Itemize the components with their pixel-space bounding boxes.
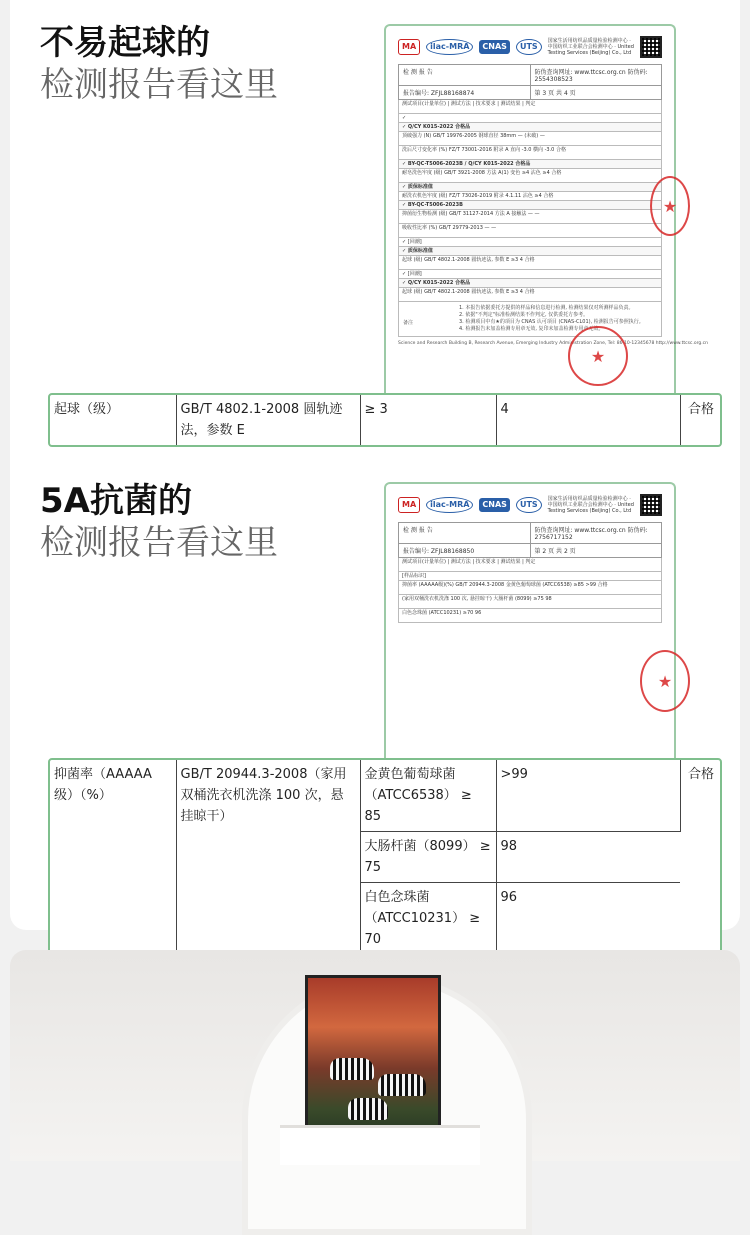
report-card bbox=[10, 0, 740, 947]
inspection-stamp-icon bbox=[568, 326, 628, 386]
zebra-icon bbox=[330, 1058, 374, 1080]
report-line: ✓ Q/CY K015-2022 合格品 bbox=[398, 123, 662, 132]
report-title: 检 测 报 告 bbox=[399, 65, 531, 85]
report-note: 3. 检测项目中有★的项目为 CNAS 认可项目 (CNAS-CL01), 检测报告可参照执行。 bbox=[459, 319, 644, 325]
seam-stamp-icon bbox=[650, 176, 690, 236]
report-line: ✓ 质保标准值 bbox=[398, 183, 662, 192]
report-line: 顶破强力 (N) GB/T 19976-2005 钢球直径 38mm — (未破) — bbox=[398, 132, 662, 146]
requirement-cell: 大肠杆菌（8099） ≥ 75 bbox=[360, 832, 496, 883]
result-cell: 98 bbox=[496, 832, 680, 883]
report-line: 耐皂洗色牢度 (级) GB/T 3921-2008 方法 A(1) 变色 ≥4 沾色 ≥4 合格 bbox=[398, 169, 662, 183]
zebra-icon bbox=[378, 1074, 426, 1096]
interior-photo bbox=[10, 950, 740, 1161]
stamp-star-icon: ★ bbox=[590, 346, 606, 366]
test-item-cell: 起球（级） bbox=[50, 395, 176, 445]
report-verify: 防伪查询网址: www.ttcsc.org.cn 防伪码: 2756717152 bbox=[534, 527, 648, 541]
report-logos bbox=[398, 494, 662, 516]
ma-logo-icon: MA bbox=[398, 497, 420, 513]
report-line: [样品标识] bbox=[398, 572, 662, 581]
report-title: 检 测 报 告 bbox=[399, 523, 531, 543]
ilac-logo-icon: ilac-MRA bbox=[426, 39, 473, 55]
grade-cell: 合格 bbox=[687, 767, 714, 782]
report-line: ✓ [回潮] bbox=[398, 238, 662, 247]
zebra-icon bbox=[348, 1098, 388, 1120]
antibacterial-heading bbox=[40, 480, 278, 564]
pilling-result-table bbox=[48, 393, 722, 447]
report-org: 国家生活用纺织品质量检验检测中心 · 中国纺织工业联合会检测中心 · United Testing Services (Beijing) Co., Ltd bbox=[547, 38, 634, 56]
pilling-heading-line1: 不易起球的 bbox=[40, 23, 210, 63]
report-note: 1. 本报告依据委托方提供的样品和信息进行检测, 检测结果仅对所测样品负责。 bbox=[459, 305, 634, 311]
report-page: 第 3 页 共 4 页 bbox=[534, 90, 576, 97]
table-row bbox=[50, 395, 720, 445]
uts-logo-icon: UTS bbox=[516, 39, 542, 55]
report-logos bbox=[398, 36, 662, 58]
report-title-bar bbox=[398, 522, 662, 544]
uts-logo-icon: UTS bbox=[516, 497, 542, 513]
requirement-cell: 金黄色葡萄球菌（ATCC6538） ≥ 85 bbox=[360, 760, 496, 832]
ilac-logo-icon: ilac-MRA bbox=[426, 497, 473, 513]
antibacterial-heading-line2: 检测报告看这里 bbox=[40, 523, 278, 563]
report-line: 白色念珠菌 (ATCC10231) ≥70 96 bbox=[398, 609, 662, 623]
cnas-logo-icon: CNAS bbox=[479, 498, 510, 512]
cnas-logo-icon: CNAS bbox=[479, 40, 510, 54]
result-cell: 96 bbox=[500, 890, 518, 905]
report-header-row: 测试项目(计量单位) | 测试方法 | 技术要求 | 测试结果 | 判定 bbox=[398, 558, 662, 572]
report-line: 耐洗衣机色牢度 (级) FZ/T 73026-2019 附录 4.1.11 沾色 ≥4 合格 bbox=[398, 192, 662, 201]
report-line: 起球 (级) GB/T 4802.1-2008 圆轨迹法, 参数 E ≥3 4 合格 bbox=[398, 288, 662, 302]
report-meta bbox=[398, 86, 662, 100]
report-page: 第 2 页 共 2 页 bbox=[534, 548, 576, 555]
report-notes bbox=[398, 302, 662, 337]
grade-cell: 合格 bbox=[687, 402, 714, 417]
report-lines bbox=[398, 572, 662, 623]
seam-stamp-icon bbox=[640, 650, 690, 712]
report-lines bbox=[398, 114, 662, 302]
report-line: 抑菌衍生物检测 (级) GB/T 31127-2014 方法 A 接触法 — — bbox=[398, 210, 662, 224]
report-note: 4. 检测报告未加盖检测专用章无效, 复印未加盖检测专用章无效。 bbox=[459, 326, 604, 332]
test-method-cell: GB/T 20944.3-2008（家用双桶洗衣机洗涤 100 次，悬挂晾干） bbox=[176, 760, 360, 954]
zebra-painting-icon bbox=[305, 975, 441, 1145]
report-line: ✓ 质保标准值 bbox=[398, 247, 662, 256]
test-item-cell: 抑菌率（AAAAA 级）（%） bbox=[50, 760, 176, 954]
report-line: ✓ bbox=[398, 114, 662, 123]
ma-logo-icon: MA bbox=[398, 39, 420, 55]
antibacterial-result-table bbox=[48, 758, 722, 956]
pilling-heading-line2: 检测报告看这里 bbox=[40, 65, 278, 105]
report-line: ✓ Q/CY K015-2022 合格品 bbox=[398, 279, 662, 288]
report-number: 报告编号: ZFJL88168850 bbox=[399, 544, 531, 557]
qr-code-icon bbox=[640, 36, 662, 58]
test-method-cell: GB/T 4802.1-2008 圆轨迹法，参数 E bbox=[176, 395, 360, 445]
report-footer: Science and Research Building B, Research Avenue, Emerging Industry Administration Zone, Tel: 86-10-12345678 http://www.ttcsc.org.cn bbox=[398, 341, 708, 346]
antibacterial-heading-line1: 5A抗菌的 bbox=[40, 481, 192, 521]
report-line: 抑菌率 (AAAAA级)(%) GB/T 20944.3-2008 金黄色葡萄球菌 (ATCC6538) ≥85 >99 合格 bbox=[398, 581, 662, 595]
report-line: ✓ BY-QC-T5006-2023B / Q/CY K015-2022 合格品 bbox=[398, 160, 662, 169]
report-title-bar bbox=[398, 64, 662, 86]
report-line: 起球 (级) GB/T 4802.1-2008 圆轨迹法, 参数 E ≥3 4 合格 bbox=[398, 256, 662, 270]
report-org: 国家生活用纺织品质量检验检测中心 · 中国纺织工业联合会检测中心 · United Testing Services (Beijing) Co., Ltd bbox=[547, 496, 634, 514]
table-row bbox=[50, 760, 720, 832]
report-note: 2. 依据"不判定"标准检测结果不作判定, 仅供委托方参考。 bbox=[459, 312, 589, 318]
pilling-report-image bbox=[384, 24, 708, 394]
qr-code-icon bbox=[640, 494, 662, 516]
shelf bbox=[280, 1125, 480, 1165]
report-number: 报告编号: ZFJL88168874 bbox=[399, 86, 531, 99]
antibacterial-report-image bbox=[384, 482, 676, 760]
stamp-star-icon: ★ bbox=[662, 196, 678, 216]
report-meta bbox=[398, 544, 662, 558]
report-verify: 防伪查询网址: www.ttcsc.org.cn 防伪码: 2554308523 bbox=[534, 69, 648, 83]
stamp-star-icon: ★ bbox=[657, 671, 673, 691]
report-line: (家用双桶洗衣机洗涤 100 次, 悬挂晾干) 大肠杆菌 (8099) ≥75 98 bbox=[398, 595, 662, 609]
report-line: 洗后尺寸变化率 (%) FZ/T 73001-2016 附录 A 直向 -3.0 横向 -3.0 合格 bbox=[398, 146, 662, 160]
report-line: ✓ BY-QC-T5006-2023B bbox=[398, 201, 662, 210]
result-cell: >99 bbox=[496, 760, 680, 832]
result-cell: 4 bbox=[496, 395, 680, 445]
requirement-cell: ≥ 3 bbox=[360, 395, 496, 445]
report-line: 吸收性比率 (%) GB/T 29779-2013 — — bbox=[398, 224, 662, 238]
pilling-heading bbox=[40, 22, 278, 106]
requirement-cell: 白色念珠菌（ATCC10231） ≥ 70 bbox=[360, 883, 496, 955]
report-notes-label: 备注 bbox=[403, 320, 414, 326]
report-line: ✓ [回潮] bbox=[398, 270, 662, 279]
report-header-row: 测试项目(计量单位) | 测试方法 | 技术要求 | 测试结果 | 判定 bbox=[398, 100, 662, 114]
